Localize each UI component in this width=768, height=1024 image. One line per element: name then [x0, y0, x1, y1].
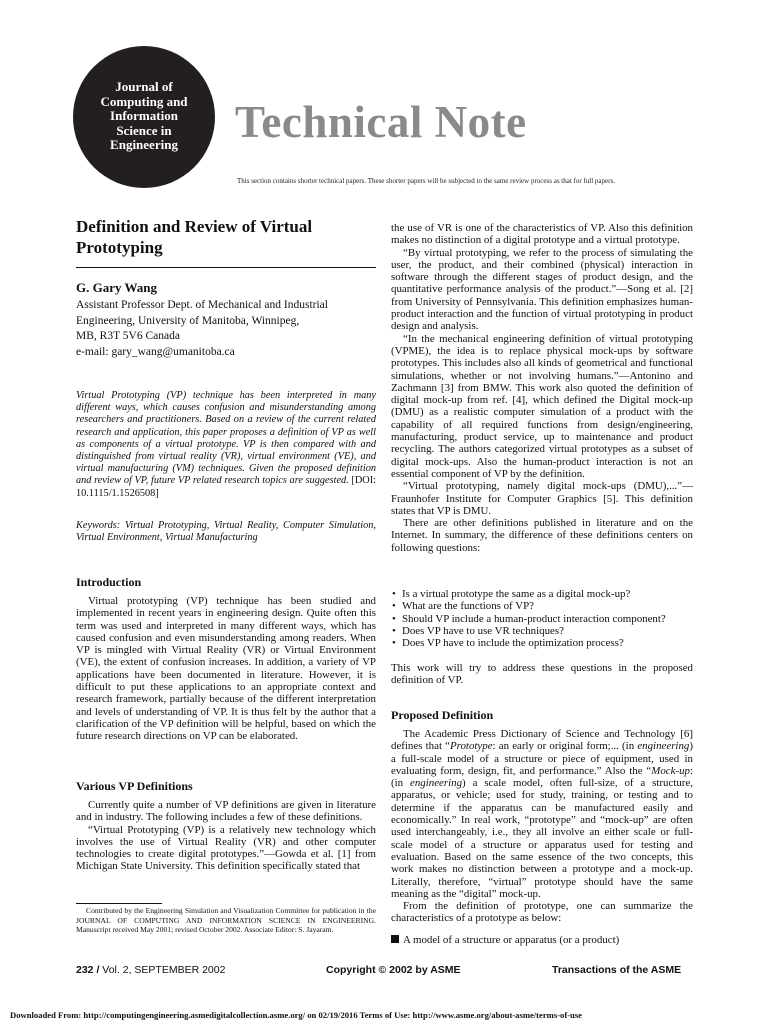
volume-info: Vol. 2, SEPTEMBER 2002 [102, 964, 226, 976]
section-title: Technical Note [235, 97, 527, 147]
introduction-body [76, 595, 376, 743]
affiliation-line: Engineering, University of Manitoba, Winnipeg, [76, 314, 300, 327]
section-subtitle: This section contains shorter technical papers. These shorter papers will be subjected to the same review process as that for full papers. [237, 177, 615, 185]
footnote [76, 906, 376, 935]
page-number: 232 [76, 964, 94, 976]
question-list [391, 588, 693, 649]
article-title: Definition and Review of Virtual Prototyping [76, 217, 313, 257]
logo-line: Computing and [100, 93, 188, 109]
paragraph: This work will try to address these questions in the proposed definition of VP. [391, 662, 693, 687]
text-run: The Academic Press Dictionary of Science and Technology [6] defines that “ [391, 728, 693, 753]
logo-line: Journal of [115, 79, 173, 94]
download-notice[interactable]: Downloaded From: http://computingengineering.asmedigitalcollection.asme.org/ on 02/19/2016 Terms of Use: http://www.asme.org/about-asme/terms-of-use [10, 1010, 582, 1020]
author-email: e-mail: gary_wang@umanitoba.ca [76, 345, 235, 358]
footnote-text: Contributed by the Engineering Simulation and Visualization Committee for publication in the JOURNAL OF COMPUTING AND INFORMATION SCIENCE IN ENGINEERING. Manuscript received May 2001; revised October 2002. Associate Editor: S. Jayaram. [76, 906, 376, 935]
paragraph [391, 728, 693, 900]
affiliation-line: Assistant Professor Dept. of Mechanical and Industrial [76, 299, 328, 311]
paragraph: the use of VR is one of the characteristics of VP. Also this definition makes no distinction of a digital prototype and a virtual prototype. [391, 222, 693, 247]
introduction-heading: Introduction [76, 575, 142, 589]
footer-page-info: 232 / Vol. 2, SEPTEMBER 2002 [76, 964, 226, 976]
logo-line: Science in [116, 122, 172, 138]
footnote-divider [76, 903, 162, 904]
logo-line: Engineering [110, 137, 178, 152]
square-bullet-icon [391, 935, 399, 943]
abstract-text: Virtual Prototyping (VP) technique has been interpreted in many different ways, which causes confusion and misunderstanding among researchers and practitioners. Based on a review of the current related research and application, this paper proposes a definition of VP as well as components of a virtual prototype. VP is then compared with and distinguished from virtual reality (VR), virtual environment (VE), and virtual manufacturing (VM) techniques. Given the proposed definition and review of VP, future VP related research topics are suggested. [76, 390, 376, 487]
characteristic-text: A model of a structure or apparatus (or a product) [403, 934, 620, 946]
doi[interactable]: [DOI: 10.1115/1.1526508] [76, 475, 376, 499]
characteristic-item [391, 934, 693, 946]
paragraph: “In the mechanical engineering definition of virtual prototyping (VPME), the idea is to replace physical mock-ups by software prototypes. This includes also all kinds of geometrical and functional simulations, whether or not involving humans.”—Antonino and Zachmann [3] from BMW. This work also quoted the definition of digital mock-up from ref. [4], which defined the Digital mock-up (DMU) as a realistic computer simulation of a product with the capability of all required functions from design/engineering, manufacturing, product service, up to maintenance and product recycling. The authors categorized virtual prototypes as a subset of digital mock-ups. Also the human-product interaction is not an essential component of VP by the definition. [391, 332, 693, 480]
list-item: • Should VP include a human-product interaction component? [391, 613, 693, 625]
text-run: ) a scale model, often full-size, of a structure, apparatus, or vehicle; used for study, training, or testing and to determine if the apparatus can be manufactured easily and economically.” In real work, “prototype” and “mock-up” are often used interchangeably, i.e., they all involve an either scale or full-scale model of a structure or apparatus used for testing and evaluation. Based on the same essence of the two concepts, this work makes no distinction between a prototype and a mock-up. Literally, therefore, “virtual” prototype should have the same meaning as the “digital” mock-up. [391, 777, 693, 900]
text-run: Mock-up [651, 764, 690, 777]
text-run: ) a full-scale model of a structure or piece of equipment, used in evaluating form, design, fit, and performance.” Also the “ [391, 740, 693, 777]
logo-line: Information [110, 108, 178, 123]
text-run: : an early or original form;... (in [492, 740, 638, 753]
paragraph: From the definition of prototype, one can summarize the characteristics of a prototype as below: [391, 900, 693, 925]
text-run: : (in [391, 764, 693, 790]
keywords [76, 520, 376, 544]
paragraph: “Virtual Prototyping (VP) is a relatively new technology which involves the use of Virtual Reality (VR) and other computer technologies to create digital prototypes.”—Gowda et al. [1] from Michigan State University. This definition specifically stated that [76, 823, 376, 873]
various-definitions-body [76, 799, 376, 873]
keywords-text: Keywords: Virtual Prototyping, Virtual Reality, Computer Simulation, Virtual Environment, Virtual Manufacturing [76, 520, 376, 544]
footer-journal: Transactions of the ASME [552, 964, 682, 976]
list-item: • Is a virtual prototype the same as a digital mock-up? [391, 588, 693, 600]
various-definitions-heading: Various VP Definitions [76, 779, 193, 793]
right-column-body [391, 222, 693, 554]
paragraph: Virtual prototyping (VP) technique has been studied and implemented in recent years in engineering design. Quite often this term was used and interpreted in many different ways, which has caused confusion and even misunderstanding among readers. When VP is mingled with Virtual Reality (VR) or Virtual Environment (VE), the extent of confusion increases. In addition, a variety of VP applications have been documented in literature. However, it is difficult to put these applications to an appropriate context and research framework, partially because of the different interpretation and levels of understanding of VP. It is thus felt by the author that a clarification of the VP definition will be helpful, based on which the future research directions on VP can be elaborated. [76, 595, 376, 743]
affiliation-line: MB, R3T 5V6 Canada [76, 330, 180, 342]
list-item: • Does VP have to use VR techniques? [391, 625, 693, 637]
author-affiliation [76, 298, 376, 360]
text-run: engineering [410, 777, 463, 790]
abstract [76, 390, 376, 500]
text-run: engineering [637, 740, 690, 753]
paragraph: There are other definitions published in literature and on the Internet. In summary, the difference of these definitions centers on following questions: [391, 517, 693, 554]
paragraph: “By virtual prototyping, we refer to the process of simulating the user, the product, and their combined (physical) interaction in software through the different stages of product design, and the quantitative performance analysis of the product.”—Song et al. [2] from University of Pennsylvania. This definition emphasizes human-product interaction and the function of virtual prototyping in product design and analysis. [391, 246, 693, 333]
journal-logo-text [73, 80, 215, 153]
paragraph: “Virtual prototyping, namely digital mock-ups (DMU),...”—Fraunhofer Institute for Computer Graphics [5]. This definition states that VP is DMU. [391, 480, 693, 517]
proposed-definition-heading: Proposed Definition [391, 708, 494, 722]
text-run: Prototype [450, 740, 493, 753]
author-name: G. Gary Wang [76, 280, 158, 295]
list-item: • What are the functions of VP? [391, 600, 693, 612]
paragraph-address [391, 662, 693, 687]
title-divider [76, 267, 376, 268]
proposed-definition-body [391, 728, 693, 925]
list-item: • Does VP have to include the optimization process? [391, 637, 693, 649]
footer-copyright: Copyright © 2002 by ASME [326, 964, 461, 976]
paragraph: Currently quite a number of VP definitions are given in literature and in industry. The following includes a few of these definitions. [76, 799, 376, 824]
